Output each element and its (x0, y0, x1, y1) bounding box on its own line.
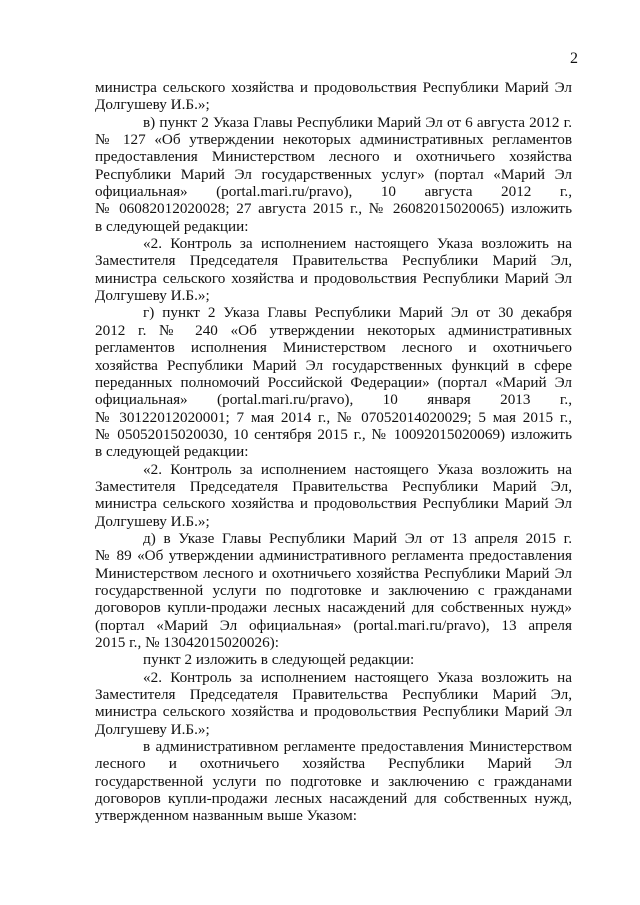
text-line: государственной услуги по подготовке и заключению с гражданами (95, 581, 572, 599)
text-line: министра сельского хозяйства и продовольствия Республики Марий Эл (95, 79, 572, 96)
text-line: предоставления Министерством лесного и охотничьего хозяйства (95, 148, 572, 166)
text-line: пункт 2 изложить в следующей редакции: (143, 651, 415, 669)
text-line: регламентов исполнения Министерством лесного и охотничьего (95, 339, 572, 357)
text-line: в административном регламенте предоставления Министерством (143, 738, 572, 756)
text-line: «2. Контроль за исполнением настоящего Указа возложить на (143, 235, 572, 253)
text-line: государственной услуги по подготовке и заключению с гражданами (95, 772, 572, 790)
text-line: д) в Указе Главы Республики Марий Эл от 13 апреля 2015 г. (143, 529, 572, 547)
text-line: договоров купли-продажи лесных насаждений для собственных нужд, (95, 790, 572, 808)
text-line: в) пункт 2 Указа Главы Республики Марий Эл от 6 августа 2012 г. (143, 113, 572, 131)
text-line: (портал «Марий Эл официальная» (portal.mari.ru/pravo), 13 апреля (95, 616, 572, 634)
text-line: Долгушеву И.Б.»; (95, 287, 210, 305)
text-line: министра сельского хозяйства и продовольствия Республики Марий Эл (95, 495, 572, 513)
text-line: министра сельского хозяйства и продовольствия Республики Марий Эл (95, 269, 572, 287)
text-line: Долгушеву И.Б.»; (95, 720, 210, 738)
text-line: № 06082012020028; 27 августа 2015 г., № 26082015020065) изложить (95, 200, 572, 218)
text-line: Республики Марий Эл государственных услуг» (портал «Марий Эл (95, 165, 572, 183)
text-line: хозяйства Республики Марий Эл государственных функций в сфере (95, 356, 572, 374)
text-line: 2015 г., № 13042015020026): (95, 634, 279, 651)
text-line: лесного и охотничьего хозяйства Республики Марий Эл (95, 755, 572, 773)
text-line: Заместителя Председателя Правительства Республики Марий Эл, (95, 477, 572, 495)
text-line: Заместителя Председателя Правительства Республики Марий Эл, (95, 252, 572, 270)
text-line: Долгушеву И.Б.»; (95, 512, 210, 530)
text-line: № 30122012020001; 7 мая 2014 г., № 07052014020029; 5 мая 2015 г., (95, 408, 572, 426)
text-line: переданных полномочий Российской Федерации» (портал «Марий Эл (95, 373, 572, 391)
text-line: «2. Контроль за исполнением настоящего Указа возложить на (143, 668, 572, 686)
document-body (95, 79, 572, 825)
text-line: № 89 «Об утверждении административного регламента предоставления (95, 547, 572, 565)
text-line: «2. Контроль за исполнением настоящего Указа возложить на (143, 460, 572, 478)
text-line: официальная» (portal.mari.ru/pravo), 10 января 2013 г., (95, 391, 572, 409)
text-line: г) пункт 2 Указа Главы Республики Марий Эл от 30 декабря (143, 304, 572, 322)
text-line: утвержденном названным выше Указом: (95, 807, 357, 825)
text-line: министра сельского хозяйства и продовольствия Республики Марий Эл (95, 703, 572, 721)
text-line: в следующей редакции: (95, 443, 249, 461)
page-number: 2 (570, 50, 578, 67)
text-line: Министерством лесного и охотничьего хозяйства Республики Марий Эл (95, 564, 572, 582)
text-line: № 05052015020030, 10 сентября 2015 г., № 10092015020069) изложить (95, 425, 572, 443)
text-line: договоров купли-продажи лесных насаждений для собственных нужд» (95, 599, 572, 617)
text-line: № 127 «Об утверждении некоторых административных регламентов (95, 131, 572, 149)
text-line: официальная» (portal.mari.ru/pravo), 10 августа 2012 г., (95, 183, 572, 201)
text-line: Заместителя Председателя Правительства Республики Марий Эл, (95, 686, 572, 704)
text-line: Долгушеву И.Б.»; (95, 96, 210, 114)
text-line: в следующей редакции: (95, 217, 249, 235)
text-line: 2012 г. № 240 «Об утверждении некоторых административных (95, 321, 572, 339)
